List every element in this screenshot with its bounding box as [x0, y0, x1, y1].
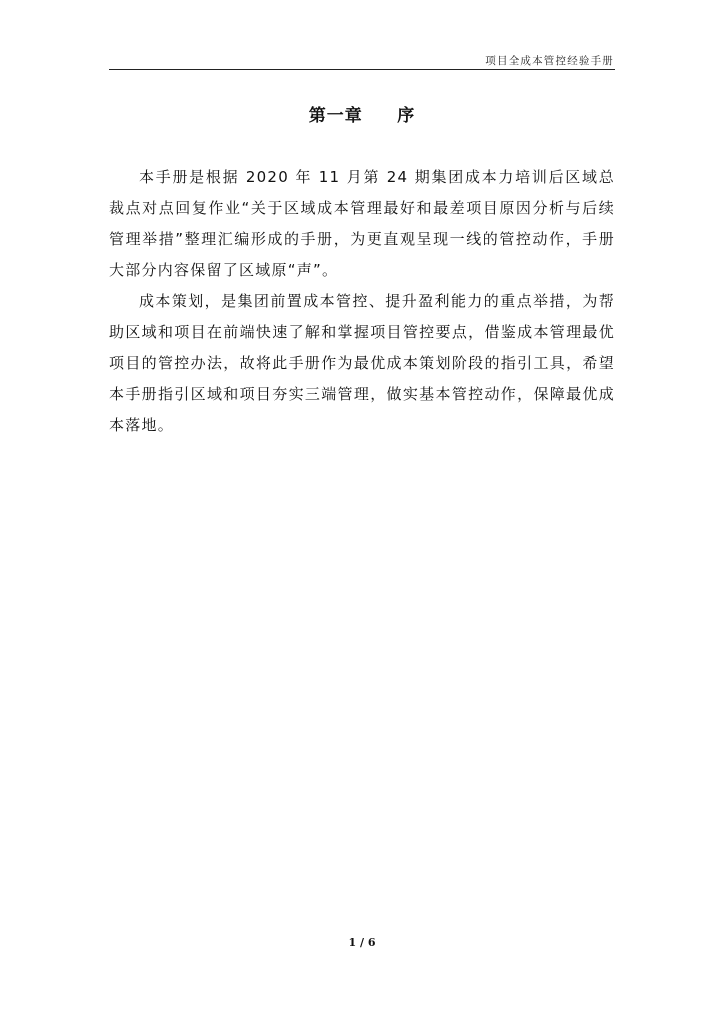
running-header-title: 项目全成本管控经验手册 — [485, 55, 614, 67]
body-text — [109, 162, 615, 441]
paragraph-2: 成本策划，是集团前置成本管控、提升盈利能力的重点举措，为帮助区域和项目在前端快速了解和掌握项目管控要点，借鉴成本管理最优项目的管控办法，故将此手册作为最优成本策划阶段的指引工具，希望本手册指引区域和项目夯实三端管理，做实基本管控动作，保障最优成本落地。 — [109, 292, 615, 434]
page-number: 1 / 6 — [348, 936, 376, 949]
header-divider — [109, 69, 615, 70]
chapter-title: 第一章 序 — [308, 106, 416, 126]
paragraph-1: 本手册是根据 2020 年 11 月第 24 期集团成本力培训后区域总裁点对点回复作业“关于区域成本管理最好和最差项目原因分析与后续管理举措”整理汇编形成的手册，为更直观呈现一线的管控动作，手册大部分内容保留了区域原“声”。 — [109, 168, 615, 279]
